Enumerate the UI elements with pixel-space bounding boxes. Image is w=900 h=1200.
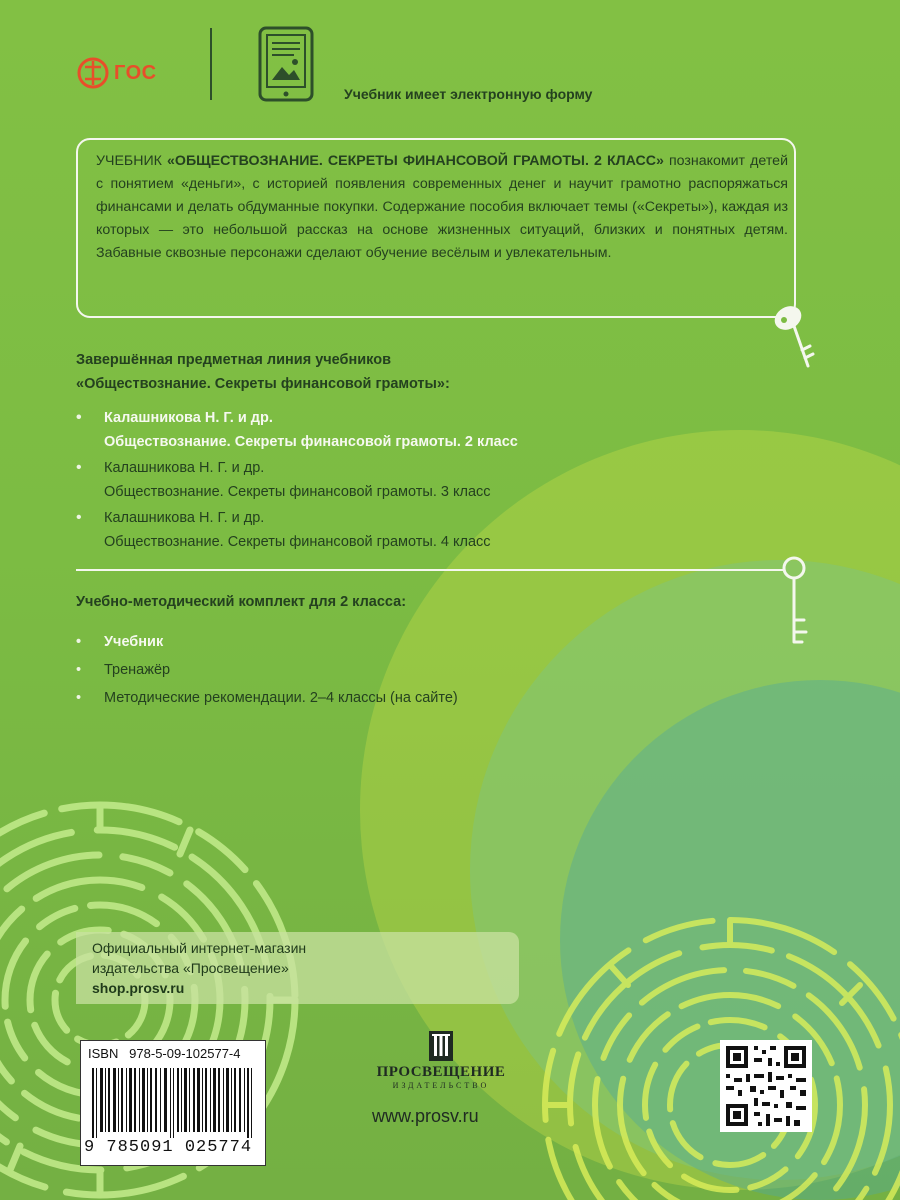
fgos-label: ГОС [114, 61, 157, 84]
barcode-number: 9 785091 025774 [84, 1138, 253, 1157]
list-item [76, 506, 716, 554]
list-item [76, 456, 716, 504]
header-divider [210, 28, 212, 100]
series-title [76, 348, 450, 396]
description-text [96, 150, 788, 265]
qr-code-icon[interactable] [720, 1040, 812, 1132]
book-title: Обществознание. Секреты финансовой грамоты. 3 класс [104, 484, 491, 500]
kit-title: Учебно-методический комплект для 2 класса: [76, 594, 407, 610]
publisher-subtitle: ИЗДАТЕЛЬСТВО [392, 1081, 490, 1090]
series-title-line-1: Завершённая предметная линия учебников [76, 352, 392, 368]
shop-line-1: Официальный интернет-магазин [92, 940, 307, 956]
publisher-emblem-icon [428, 1030, 454, 1062]
series-title-line-2: «Обществознание. Секреты финансовой грамоты»: [76, 376, 450, 392]
shop-text [92, 938, 306, 998]
book-title: Обществознание. Секреты финансовой грамоты. 2 класс [104, 434, 518, 450]
isbn-label: ISBN 978-5-09-102577-4 [88, 1046, 241, 1061]
barcode-icon [90, 1068, 256, 1138]
fgos-logo [76, 56, 157, 90]
list-item: • Методические рекомендации. 2–4 классы (на сайте) [76, 684, 676, 712]
tablet-ebook-icon [258, 26, 314, 102]
key-icon [776, 554, 816, 650]
book-author: • Калашникова Н. Г. и др. [104, 410, 273, 426]
publisher-name: ПРОСВЕЩЕНИЕ [376, 1064, 506, 1080]
book-author: • Калашникова Н. Г. и др. [104, 460, 265, 476]
section-divider [76, 569, 784, 571]
list-item: • Тренажёр [76, 656, 676, 684]
shop-line-2: издательства «Просвещение» [92, 960, 289, 976]
fgos-emblem-icon [76, 56, 110, 90]
publisher-logo [356, 1030, 526, 1090]
key-icon [764, 296, 816, 372]
description-body: познакомит детей с понятием «деньги», с историей появления современных денег и научит грамотно распоряжаться финансами и делать обдуманные покупки. Содержание пособия включает темы («Секреты»), каждая из которых — это небольшой рассказ на основе жизненных ситуаций, близких и понятных детям. Забавные сквозные персонажи сделают обучение весёлым и увлекательным. [96, 153, 788, 261]
publisher-site-link[interactable]: www.prosv.ru [372, 1106, 479, 1126]
shop-url-link[interactable]: shop.prosv.ru [92, 980, 185, 996]
list-item [76, 406, 716, 454]
description-book-title: «ОБЩЕСТВОЗНАНИЕ. СЕКРЕТЫ ФИНАНСОВОЙ ГРАМОТЫ. 2 КЛАСС» [167, 153, 664, 169]
book-title: Обществознание. Секреты финансовой грамоты. 4 класс [104, 534, 491, 550]
kit-list [76, 628, 676, 712]
series-book-list [76, 406, 716, 556]
book-author: • Калашникова Н. Г. и др. [104, 510, 265, 526]
list-item: • Учебник [76, 628, 676, 656]
maze-decoration-right [530, 905, 900, 1200]
electronic-form-note: Учебник имеет электронную форму [344, 86, 593, 102]
description-lead: УЧЕБНИК [96, 153, 168, 169]
